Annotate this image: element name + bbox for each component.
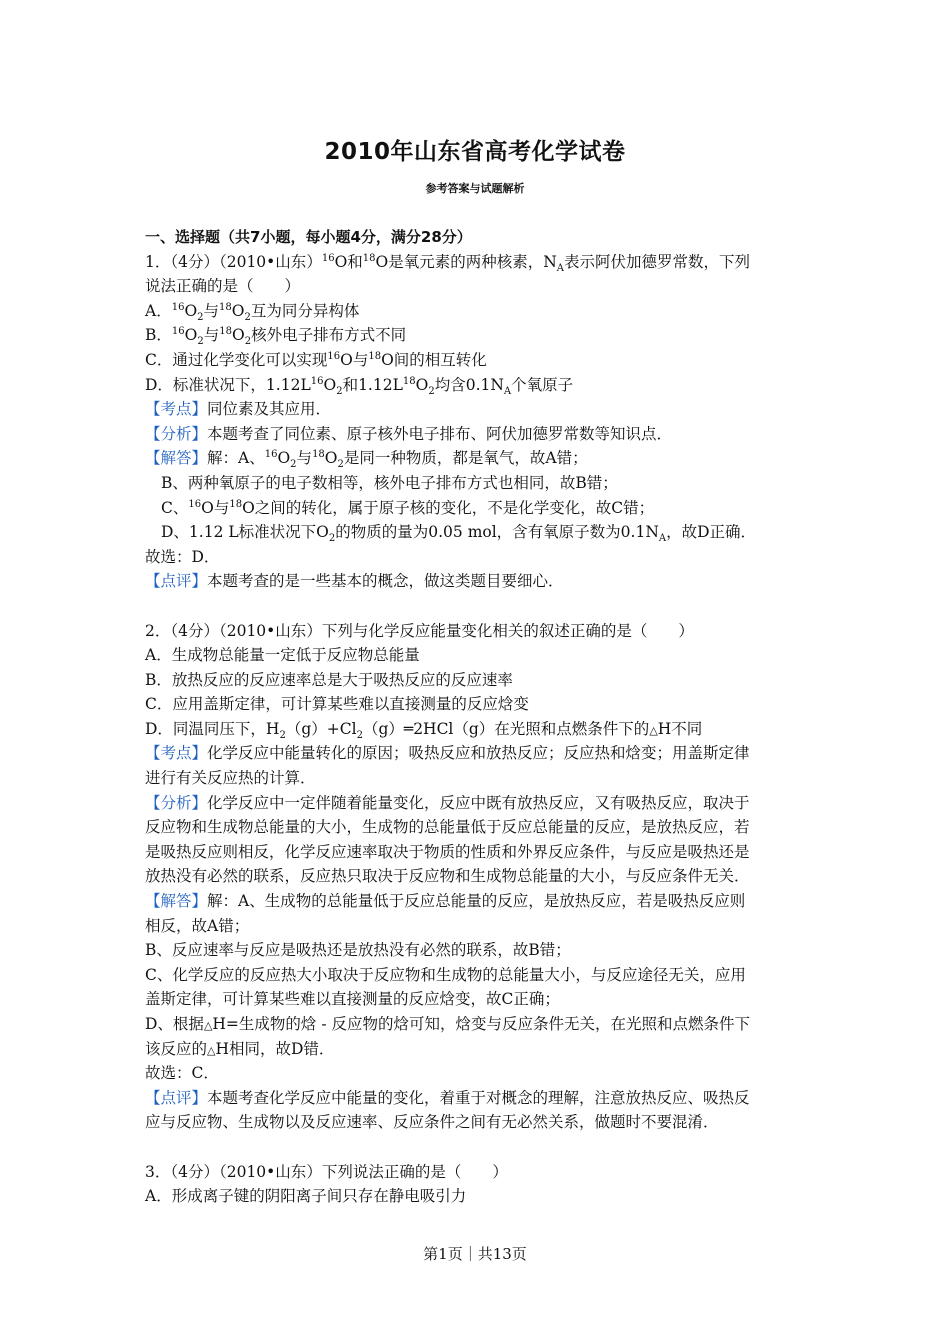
q2-jieda-cont: 相反，故A错； (145, 916, 250, 935)
spacer (145, 594, 810, 619)
q3-stem: 3．（4分）（2010•山东）下列说法正确的是（ ） (145, 1162, 508, 1181)
delta-symbol: △ (649, 723, 658, 737)
q1-stem-cont: 说法正确的是（ ） (145, 277, 301, 296)
q1-option-c: C．通过化学变化可以实现$^{16}$O与$^{18}$O间的相互转化 (145, 350, 487, 369)
q2-kaodian: 【考点】化学反应中能量转化的原因；吸热反应和放热反应；反应热和焓变；用盖斯定律 (145, 744, 750, 763)
q2-jieda-d-cont: 该反应的△H相同，故D错． (145, 1039, 335, 1058)
kaodian-label: 【考点】 (145, 400, 208, 419)
q1-kaodian: 【考点】同位素及其应用． (145, 400, 332, 419)
q2-option-b: B．放热反应的反应速率总是大于吸热反应的反应速率 (145, 670, 513, 689)
q1-stem: 1．（4分）（2010•山东）$^{16}$O和$^{18}$O是氧元素的两种核素，$N_A$表示阿伏加德罗常数，下列 (145, 252, 751, 274)
q2-dianping: 【点评】本题考查化学反应中能量的变化，着重于对概念的理解，注意放热反应、吸热反 (145, 1088, 750, 1107)
q2-jieda-c: C、化学反应的反应热大小取决于反应物和生成物的总能量大小，与反应途径无关，应用 (145, 965, 746, 984)
q1-fenxi: 【分析】本题考查了同位素、原子核外电子排布、阿伏加德罗常数等知识点． (145, 424, 673, 443)
page-title: 2010年山东省高考化学试卷 (324, 139, 626, 165)
q1-option-b: B．$^{16}O_2$与$^{18}O_2$核外电子排布方式不同 (145, 326, 407, 348)
q2-option-d: D．同温同压下，$H_2(g)+Cl_2(g)═2HCl(g)$在光照和点燃条件下的△H不同 (145, 719, 703, 741)
document-body (145, 225, 810, 1209)
q2-dianping-cont: 应与反应物、生成物以及反应速率、反应条件之间有无必然关系，做题时不要混淆． (145, 1113, 719, 1132)
q1-choice: 故选：D． (145, 547, 220, 566)
fenxi-label: 【分析】 (145, 424, 208, 443)
q1-jieda-a: 【解答】解：A、$^{16}O_2$与$^{18}O_2$是同一种物质，都是氧气，故A错； (145, 449, 588, 471)
jieda-label: 【解答】 (145, 892, 208, 911)
q2-fenxi-cont: 放热没有必然的联系，反应热只取决于反应物和生成物总能量的大小，与反应条件无关． (145, 867, 750, 886)
dianping-label: 【点评】 (145, 572, 208, 591)
q2-jieda: 【解答】解：A、生成物的总能量低于反应总能量的反应，是放热反应，若是吸热反应则 (145, 892, 746, 911)
q2-kaodian-cont: 进行有关反应热的计算． (145, 769, 316, 788)
q2-fenxi-cont: 反应物和生成物总能量的大小，生成物的总能量低于反应总能量的反应，是放热反应，若 (145, 818, 750, 837)
q2-fenxi: 【分析】化学反应中一定伴随着能量变化，反应中既有放热反应，又有吸热反应，取决于 (145, 793, 750, 812)
q1-option-a: A．$^{16}O_2$与$^{18}O_2$互为同分异构体 (145, 301, 360, 323)
q1-jieda-c: C、$^{16}$O与$^{18}$O之间的转化，属于原子核的变化，不是化学变化，故C错； (161, 498, 655, 517)
section-header: 一、选择题（共7小题，每小题4分，满分28分） (145, 228, 472, 246)
q1-jieda-b: B、两种氧原子的电子数相等，核外电子排布方式也相同，故B错； (161, 473, 618, 492)
q2-choice: 故选：C． (145, 1064, 219, 1083)
q2-option-c: C．应用盖斯定律，可计算某些难以直接测量的反应焓变 (145, 695, 529, 714)
q1-dianping: 【点评】本题考查的是一些基本的概念，做这类题目要细心． (145, 572, 564, 591)
page-subtitle: 参考答案与试题解析 (425, 182, 525, 195)
delta-symbol: △ (207, 1043, 216, 1057)
q3-option-a: A．形成离子键的阴阳离子间只存在静电吸引力 (145, 1187, 467, 1206)
q2-jieda-c-cont: 盖斯定律，可计算某些难以直接测量的反应焓变，故C正确； (145, 990, 560, 1009)
delta-symbol: △ (203, 1019, 213, 1032)
q2-stem: 2．（4分）（2010•山东）下列与化学反应能量变化相关的叙述正确的是（ ） (145, 621, 694, 640)
q2-jieda-b: B、反应速率与反应是吸热还是放热没有必然的联系，故B错； (145, 941, 571, 960)
q1-jieda-d: D、1.12 L标准状况下$O_2$的物质的量为0.05 mol，含有氧原子数为$0.1N_A$，故D正确． (161, 523, 757, 545)
q2-option-a: A．生成物总能量一定低于反应物总能量 (145, 646, 420, 665)
fenxi-label: 【分析】 (145, 793, 208, 812)
page-footer: 第1页｜共13页 (423, 1245, 527, 1263)
q2-fenxi-cont: 是吸热反应则相反，化学反应速率取决于物质的性质和外界反应条件，与反应是吸热还是 (145, 842, 750, 861)
kaodian-label: 【考点】 (145, 744, 208, 763)
jieda-label: 【解答】 (145, 449, 208, 468)
dianping-label: 【点评】 (145, 1088, 208, 1107)
spacer (145, 1135, 810, 1160)
q1-option-d: D．标准状况下，$1.12L^{16}O_2$和$1.12L^{18}O_2$均含$0.1N_A$个氧原子 (145, 375, 574, 397)
q2-jieda-d: D、根据△H=生成物的焓 - 反应物的焓可知，焓变与反应条件无关，在光照和点燃条件下 (145, 1015, 751, 1033)
